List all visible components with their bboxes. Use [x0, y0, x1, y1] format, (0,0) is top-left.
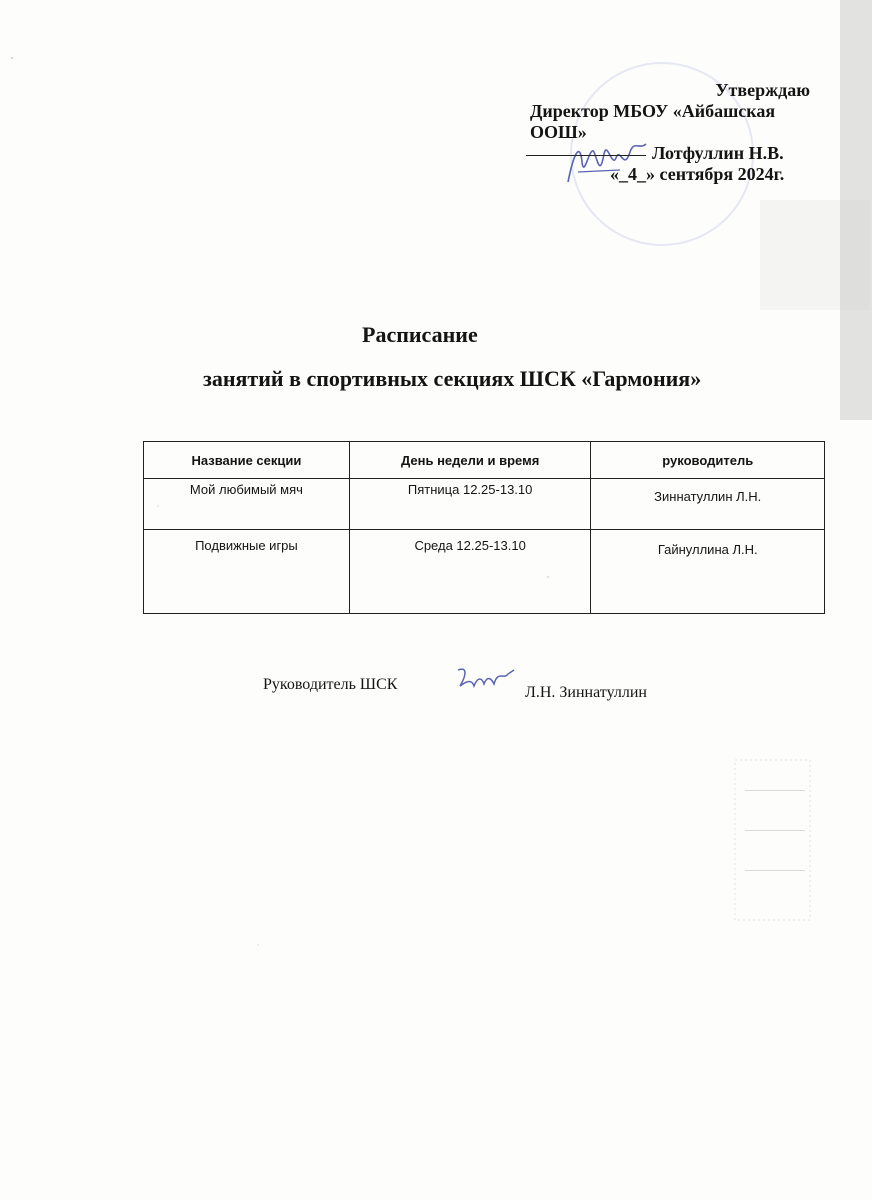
- title-line-1: Расписание: [362, 322, 478, 347]
- cell-section-name: Мой любимый мяч: [144, 479, 350, 530]
- header-leader: руководитель: [591, 442, 825, 479]
- signature-line: [526, 155, 646, 156]
- table-row: [144, 530, 825, 614]
- leader-signature: [452, 660, 520, 698]
- table-header-row: [144, 442, 825, 479]
- title-line-2: занятий в спортивных секциях ШСК «Гармония»: [203, 366, 702, 391]
- cell-leader: Гайнуллина Л.Н.: [591, 530, 825, 614]
- approval-block: [530, 80, 820, 185]
- header-day-time: День недели и время: [349, 442, 591, 479]
- cell-day-time: Среда 12.25-13.10: [349, 530, 591, 614]
- cell-day-time: Пятница 12.25-13.10: [349, 479, 591, 530]
- director-name: Лотфуллин Н.В.: [652, 143, 784, 163]
- approval-date: «_4_» сентября 2024г.: [610, 164, 785, 184]
- director-position-line1: Директор МБОУ «Айбашская: [530, 101, 776, 121]
- director-position-line2: ООШ»: [530, 122, 587, 142]
- header-section-name: Название секции: [144, 442, 350, 479]
- schedule-table: [143, 441, 825, 614]
- table-row: [144, 479, 825, 530]
- cell-leader: Зиннатуллин Л.Н.: [591, 479, 825, 530]
- approve-word: Утверждаю: [715, 80, 810, 100]
- footer-name: Л.Н. Зиннатуллин: [525, 684, 647, 701]
- cell-section-name: Подвижные игры: [144, 530, 350, 614]
- footer-role: Руководитель ШСК: [263, 676, 398, 693]
